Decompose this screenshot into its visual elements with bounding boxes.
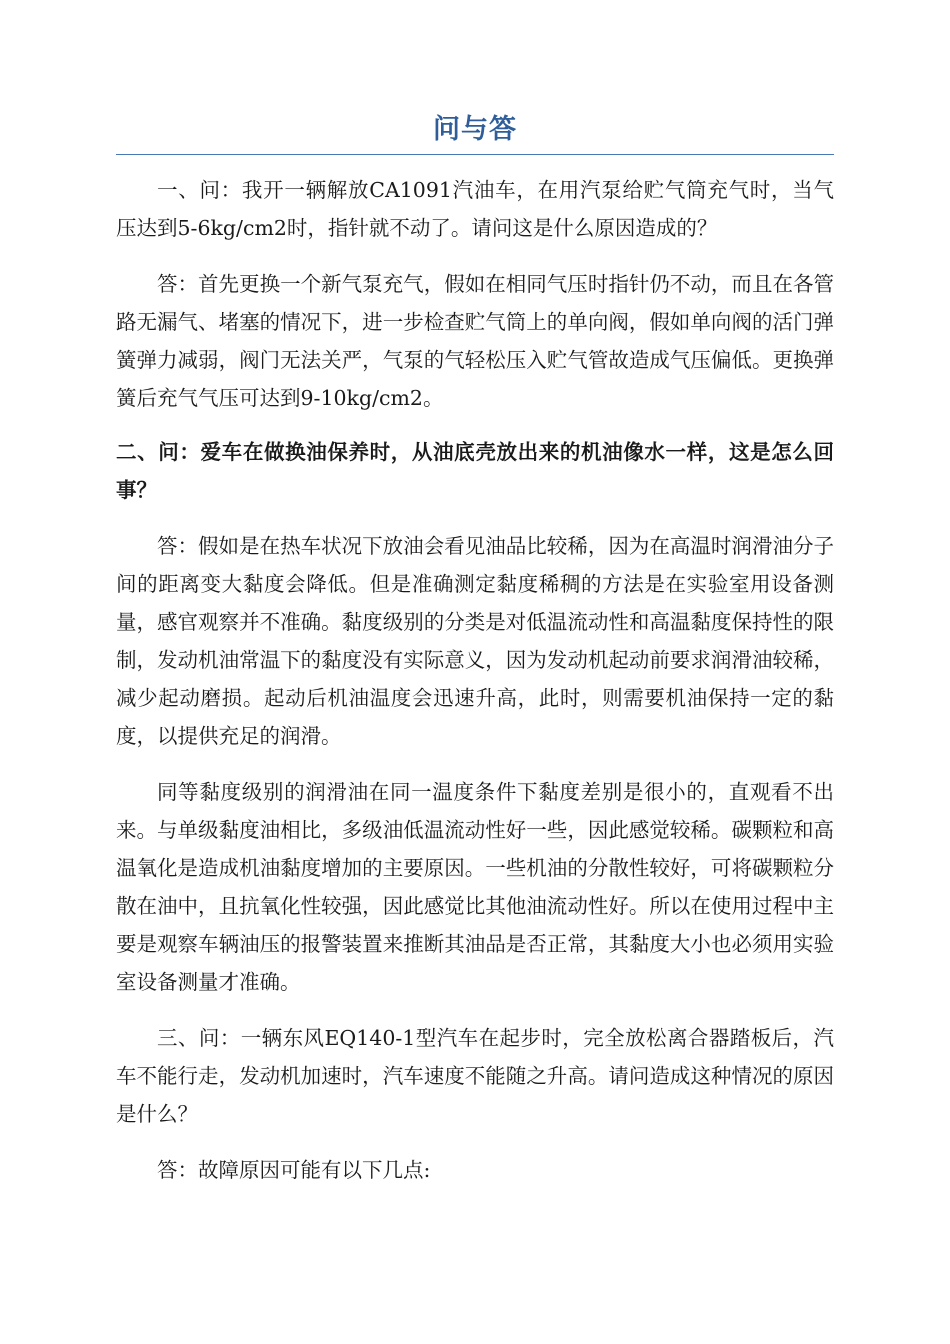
- answer-2-part-2: 同等黏度级别的润滑油在同一温度条件下黏度差别是很小的，直观看不出来。与单级黏度油相比，多级油低温流动性好一些，因此感觉较稀。碳颗粒和高温氧化是造成机油黏度增加的主要原因。一些机油的分散性较好，可将碳颗粒分散在油中，且抗氧化性较强，因此感觉比其他油流动性好。所以在使用过程中主要是观察车辆油压的报警装置来推断其油品是否正常，其黏度大小也必须用实验室设备测量才准确。: [116, 780, 834, 994]
- answer-1: 答：首先更换一个新气泵充气，假如在相同气压时指针仍不动，而且在各管路无漏气、堵塞的情况下，进一步检查贮气筒上的单向阀，假如单向阀的活门弹簧弹力减弱，阀门无法关严，气泵的气轻松压入贮气管故造成气压偏低。更换弹簧后充气气压可达到9-10kg/cm2。: [116, 272, 834, 410]
- answer-2-part-1: 答：假如是在热车状况下放油会看见油品比较稀，因为在高温时润滑油分子间的距离变大黏度会降低。但是准确测定黏度稀稠的方法是在实验室用设备测量，感官观察并不准确。黏度级别的分类是对低温流动性和高温黏度保持性的限制，发动机油常温下的黏度没有实际意义，因为发动机起动前要求润滑油较稀，减少起动磨损。起动后机油温度会迅速升高，此时，则需要机油保持一定的黏度，以提供充足的润滑。: [116, 534, 834, 748]
- answer-3-intro: 答：故障原因可能有以下几点:: [157, 1158, 431, 1182]
- question-1: 一、问：我开一辆解放CA1091汽油车，在用汽泵给贮气筒充气时，当气压达到5-6kg/cm2时，指针就不动了。请问这是什么原因造成的？: [116, 178, 834, 240]
- document-page: [116, 108, 834, 1189]
- question-3: 三、问：一辆东风EQ140-1型汽车在起步时，完全放松离合器踏板后，汽车不能行走，发动机加速时，汽车速度不能随之升高。请问造成这种情况的原因是什么？: [116, 1026, 834, 1126]
- title-divider: [116, 154, 834, 155]
- document-title: 问与答: [433, 114, 517, 145]
- question-2: 二、问：爱车在做换油保养时，从油底壳放出来的机油像水一样，这是怎么回事？: [116, 440, 834, 502]
